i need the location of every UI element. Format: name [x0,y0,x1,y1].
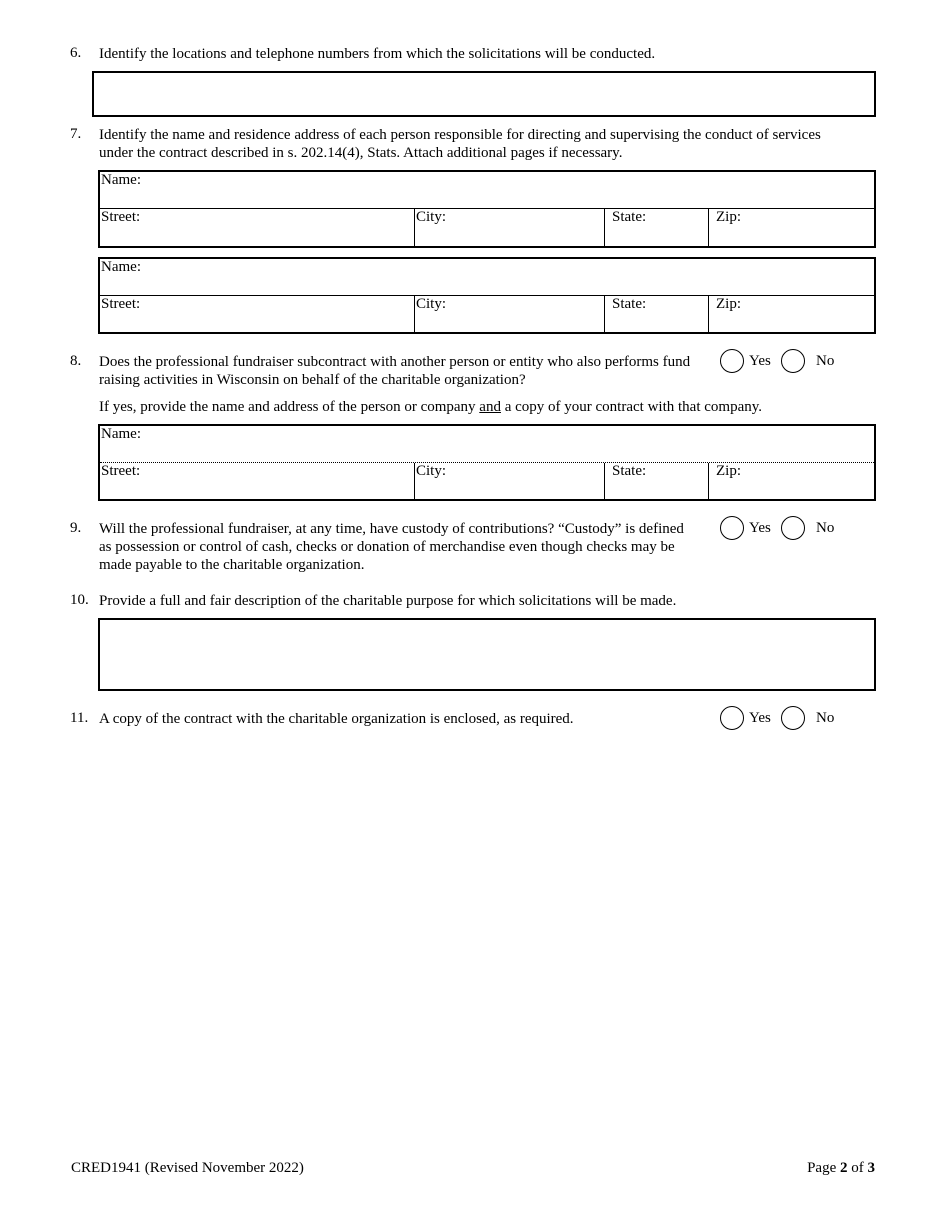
q7-person1-address-table [98,170,876,248]
name-label: Name: [101,426,141,442]
q8-no-radio[interactable] [781,349,805,373]
q9-yes-label: Yes [749,520,771,536]
address-row-name [100,259,874,296]
state-field[interactable] [604,209,708,246]
q6-answer-field[interactable] [92,71,876,117]
q11-yes-label: Yes [749,710,771,726]
address-row-name [100,426,874,463]
q8-yes-radio[interactable] [720,349,744,373]
q7-text-line2: under the contract described in s. 202.14(4), Stats. Attach additional pages if necessary. [99,145,623,161]
city-field[interactable] [414,296,604,333]
q9-no-label: No [816,520,835,536]
q9-yes-radio[interactable] [720,516,744,540]
q7-person2-address-table [98,257,876,334]
address-row-location [100,209,874,246]
street-field[interactable] [100,296,414,333]
street-label: Street: [101,296,141,312]
name-label: Name: [101,172,141,188]
name-field[interactable] [100,172,876,208]
state-label: State: [612,296,647,312]
zip-label: Zip: [716,296,741,312]
street-label: Street: [101,209,141,225]
q11-no-label: No [816,710,835,726]
street-label: Street: [101,463,141,479]
q11-no-radio[interactable] [781,706,805,730]
q6-number: 6. [70,45,82,61]
address-row-location [100,463,874,500]
q8-number: 8. [70,353,82,369]
q9-text-line1: Will the professional fundraiser, at any time, have custody of contributions? “Custody” is defined [99,521,684,537]
street-field[interactable] [100,463,414,500]
q8-text-line1: Does the professional fundraiser subcontract with another person or entity who also performs fund [99,354,691,370]
q8-text-line2: raising activities in Wisconsin on behalf of the charitable organization? [99,372,526,388]
q11-yes-radio[interactable] [720,706,744,730]
q10-text: Provide a full and fair description of the charitable purpose for which solicitations will be made. [99,593,677,609]
q11-number: 11. [70,710,89,726]
zip-label: Zip: [716,463,741,479]
q7-number: 7. [70,126,82,142]
name-field[interactable] [100,259,876,295]
state-label: State: [612,209,647,225]
name-label: Name: [101,259,141,275]
zip-field[interactable] [708,209,876,246]
q8-no-label: No [816,353,835,369]
street-field[interactable] [100,209,414,246]
q9-number: 9. [70,520,82,536]
q11-text: A copy of the contract with the charitable organization is enclosed, as required. [99,711,574,727]
address-row-location [100,296,874,333]
q7-text-line1: Identify the name and residence address of each person responsible for directing and supervising the conduct of services [99,127,821,143]
zip-label: Zip: [716,209,741,225]
zip-field[interactable] [708,463,876,500]
name-field[interactable] [100,426,876,462]
city-label: City: [416,463,447,479]
q6-text: Identify the locations and telephone numbers from which the solicitations will be conducted. [99,46,656,62]
zip-field[interactable] [708,296,876,333]
city-label: City: [416,296,447,312]
footer-page-number: Page 2 of 3 [807,1160,875,1176]
q8-followup-text: If yes, provide the name and address of the person or company and a copy of your contract with that company. [99,399,762,415]
q10-number: 10. [70,592,89,608]
q9-no-radio[interactable] [781,516,805,540]
city-field[interactable] [414,209,604,246]
state-label: State: [612,463,647,479]
q8-yes-label: Yes [749,353,771,369]
city-field[interactable] [414,463,604,500]
q9-text-line2: as possession or control of cash, checks or donation of merchandise even though checks may be [99,539,675,555]
city-label: City: [416,209,447,225]
state-field[interactable] [604,463,708,500]
q10-description-field[interactable] [98,618,876,691]
footer-form-id: CRED1941 (Revised November 2022) [71,1160,304,1176]
q8-subcontractor-address-table [98,424,876,501]
q9-text-line3: made payable to the charitable organization. [99,557,365,573]
address-row-name [100,172,874,209]
state-field[interactable] [604,296,708,333]
